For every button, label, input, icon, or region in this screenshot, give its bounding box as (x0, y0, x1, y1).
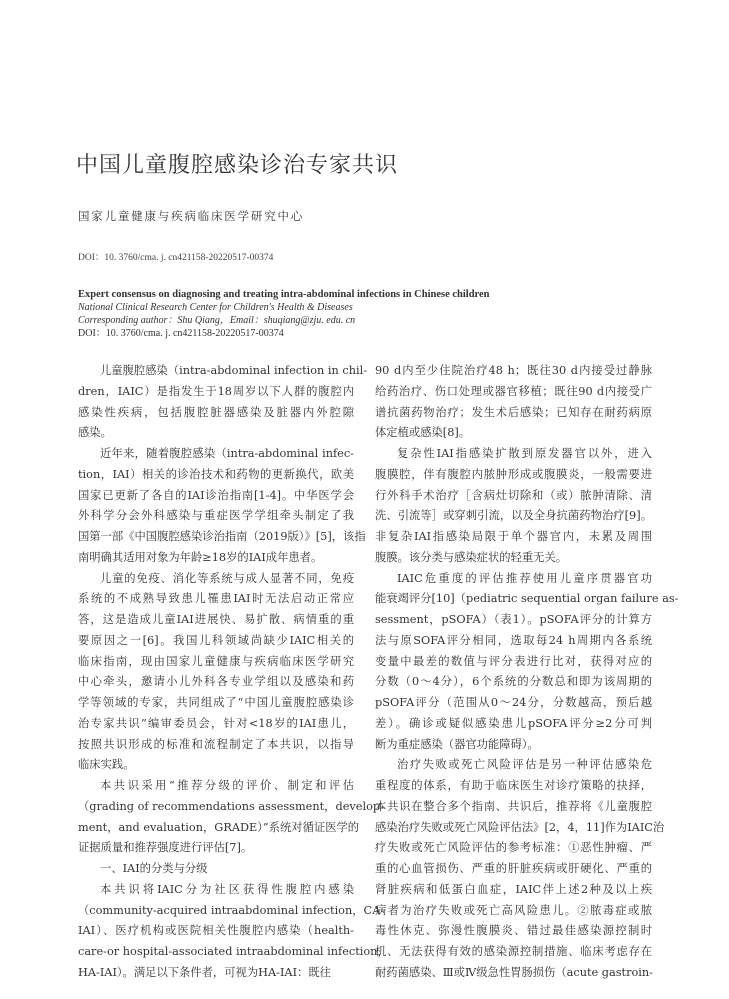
body-text-line: 答，这是造成儿童IAI进展快、易扩散、病情重的重 (78, 613, 354, 626)
body-text-line: 治疗失败或死亡风险评估是另一种评估感染危 (397, 758, 652, 772)
body-text-line: 断为重症感染（器官功能障碍）。 (375, 737, 539, 751)
body-text-line: 病者为治疗失败或死亡高风险患儿。②脓毒症或脓 (375, 903, 652, 917)
body-text-line: 肾脏疾病和低蛋白血症，IAIC伴上述2种及以上疾 (375, 882, 652, 896)
body-text-line: 本共识在整合多个指南、共识后，推荐将《儿童腹腔 (375, 799, 652, 813)
body-text-line: 差）。确诊或疑似感染患儿pSOFA评分≥2分可判 (375, 716, 652, 730)
body-text-line: 变量中最差的数值与评分表进行比对，获得对应的 (375, 654, 652, 668)
body-text-line: dren，IAIC）是指发生于18周岁以下人群的腹腔内 (78, 384, 354, 398)
body-text-line: 儿童腹腔感染（intra-abdominal infection in chil- (100, 364, 368, 377)
body-text-line: 按照共识形成的标准和流程制定了本共识，以指导 (78, 737, 354, 751)
body-text-line: 重程度的体系，有助于临床医生对诊疗策略的抉择， (375, 779, 652, 792)
body-text-line: 感染性疾病，包括腹腔脏器感染及脏器内外腔隙 (78, 405, 354, 419)
body-text-line: 临床实践。 (78, 758, 135, 772)
body-text-line: 给药治疗、伤口处理或器官移植；既往90 d内接受广 (375, 384, 652, 398)
english-organization: National Clinical Research Center for Children's Health & Diseases (78, 302, 353, 313)
english-doi: DOI：10. 3760/cma. j. cn421158-20220517-00374 (78, 328, 284, 339)
body-text-line: 分数（0～4分），6个系统的分数总和即为该周期的 (375, 675, 652, 689)
body-text-line: （grading of recommendations assessment，develop- (78, 799, 384, 813)
doi-line: DOI：10. 3760/cma. j. cn421158-20220517-00374 (78, 253, 274, 263)
english-title: Expert consensus on diagnosing and treating intra-abdominal infections in Chinese children (78, 289, 490, 300)
body-text-line: （community-acquired intraabdominal infection，CA- (78, 903, 385, 917)
body-column-left (78, 361, 389, 984)
body-text-line: 腹膜。该分类与感染症状的轻重无关。 (375, 550, 568, 564)
english-abstract-block (78, 288, 658, 340)
body-text-line: 重的心血管损伤、严重的肝脏疾病或肝硬化、严重的 (375, 862, 652, 875)
corresponding-author: Corresponding author：Shu Qiang，Email：shuqiang@zju. edu. cn (78, 315, 356, 326)
body-text-line: 90 d内至少住院治疗48 h；既往30 d内接受过静脉 (375, 364, 652, 377)
body-text-line: 疗失败或死亡风险评估的参考标准：①恶性肿瘤、严 (375, 841, 652, 855)
body-text-line: 外科学分会外科感染与重症医学学组牵头制定了我 (78, 509, 354, 523)
body-text-line: 国家已更新了各自的IAI诊治指南[1-4]。中华医学会 (78, 488, 354, 502)
body-text-line: 中心牵头，邀请小儿外科各专业学组以及感染和药 (78, 675, 354, 689)
body-text-line: HA-IAI）。满足以下条件者，可视为HA-IAI：既往 (78, 965, 331, 979)
section-heading: 一、IAI的分类与分级 (100, 862, 208, 875)
body-text-line: 证据质量和推荐强度进行评估[7]。 (78, 841, 253, 855)
body-text-line: 临床指南，现由国家儿童健康与疾病临床医学研究 (78, 654, 354, 668)
body-text-line: care-or hospital-associated intraabdominal infection， (78, 945, 389, 958)
body-text-line: 儿童的免疫、消化等系统与成人显著不同，免疫 (100, 571, 354, 585)
body-text-line: 要原因之一[6]。我国儿科领域尚缺少IAIC相关的 (78, 633, 354, 647)
body-text-line: 感染治疗失败或死亡风险评估法》[2，4，11]作为IAIC治 (375, 820, 665, 834)
body-text-line: pSOFA评分（范围从0～24分，分数越高，预后越 (375, 696, 652, 709)
paper-title: 中国儿童腹腔感染诊治专家共识 (76, 153, 399, 178)
body-text-line: 谱抗菌药物治疗；发生术后感染；已知存在耐药病原 (375, 405, 652, 419)
body-text-line: 法与原SOFA评分相同，选取每24 h周期内各系统 (375, 633, 652, 647)
body-text-line: 系统的不成熟导致患儿罹患IAI时无法启动正常应 (78, 592, 354, 606)
body-text-line: 腹膜腔，伴有腹腔内脓肿形成或腹膜炎，一般需要进 (375, 467, 652, 481)
body-text-line: 治专家共识”编审委员会，针对<18岁的IAI患儿， (78, 716, 354, 730)
body-text-line: IAI）、医疗机构或医院相关性腹腔内感染（health- (78, 924, 354, 938)
body-text-line: 非复杂IAI指感染局限于单个器官内，未累及周围 (375, 530, 652, 543)
body-text-line: 能衰竭评分[10]（pediatric sequential organ failure as- (375, 592, 679, 606)
body-text-line: 洗、引流等］或穿刺引流，以及全身抗菌药物治疗[9]。 (375, 509, 652, 523)
body-text-line: 学等领域的专家，共同组成了“中国儿童腹腔感染诊 (78, 696, 354, 709)
body-text-line: 体定植或感染[8]。 (375, 426, 471, 440)
body-text-line: 本共识采用“推荐分级的评价、制定和评估 (100, 779, 354, 792)
body-text-line: sessment，pSOFA）（表1）。pSOFA评分的计算方 (375, 613, 652, 626)
body-text-line: 毒性休克、弥漫性腹膜炎、错过最佳感染源控制时 (375, 924, 652, 938)
body-text-line: IAIC危重度的评估推荐使用儿童序贯器官功 (397, 571, 652, 585)
body-text-line: tion，IAI）相关的诊治技术和药物的更新换代，欧美 (78, 467, 354, 481)
body-column-right (375, 361, 679, 984)
body-text-line: 感染。 (78, 426, 112, 440)
body-text-line: 复杂性IAI指感染扩散到原发器官以外，进入 (397, 447, 652, 460)
body-text-line: 本共识将IAIC分为社区获得性腹腔内感染 (100, 882, 354, 896)
body-text-line: 行外科手术治疗［含病灶切除和（或）脓肿清除、清 (375, 488, 652, 502)
body-text-line: ment，and evaluation，GRADE）”系统对循证医学的 (78, 820, 360, 834)
affiliation: 国家儿童健康与疾病临床医学研究中心 (78, 209, 305, 223)
body-text-line: 南明确其适用对象为年龄≥18岁的IAI成年患者。 (78, 550, 323, 564)
body-text-line: 近年来，随着腹腔感染（intra-abdominal infec- (100, 447, 354, 460)
body-text-line: 机、无法获得有效的感染源控制措施、临床考虑存在 (375, 945, 652, 958)
body-text-line: 耐药菌感染、Ⅲ或Ⅳ级急性胃肠损伤（acute gastroin- (375, 965, 653, 979)
body-text-line: 国第一部《中国腹腔感染诊治指南（2019版）》[5]，该指 (78, 530, 366, 543)
